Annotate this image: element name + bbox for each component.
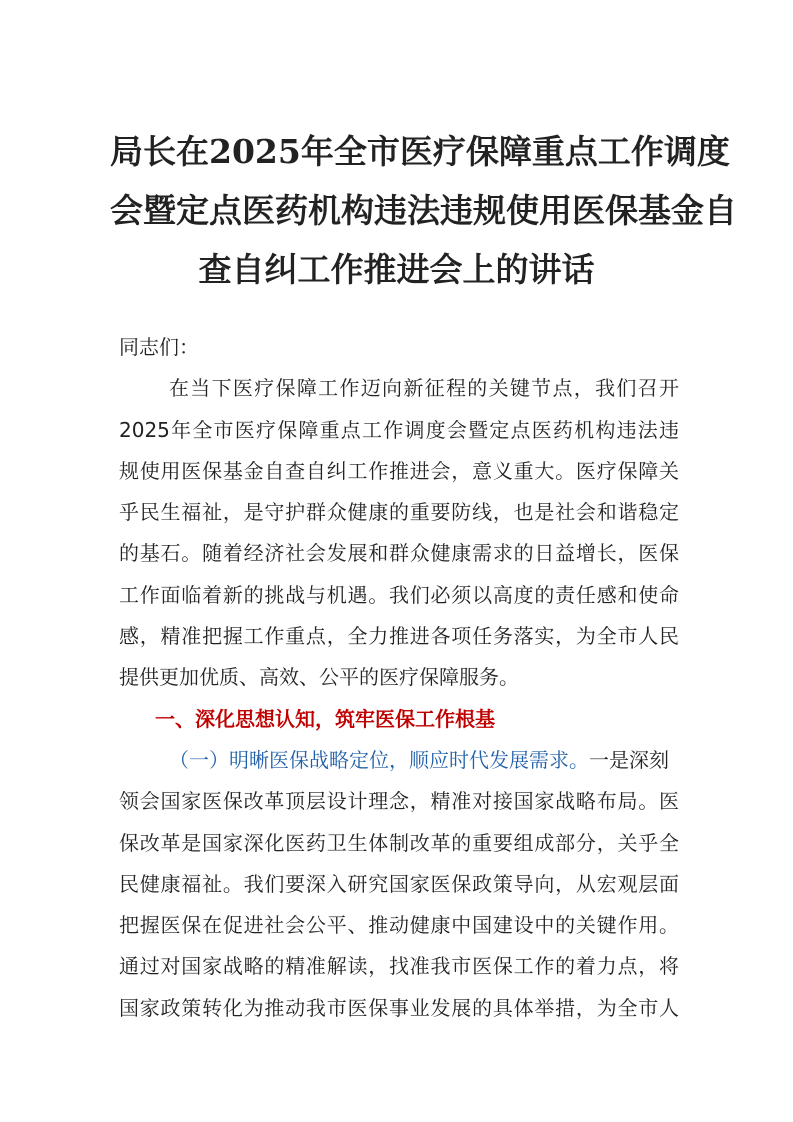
paragraph-line: 国家政策转化为推动我市医保事业发展的具体举措，为全市人 xyxy=(119,995,679,1020)
subsection-first-line xyxy=(119,740,679,781)
paragraph-line: 2025年全市医疗保障重点工作调度会暨定点医药机构违法违 xyxy=(119,417,679,442)
paragraph-line: 的基石。随着经济社会发展和群众健康需求的日益增长，医保 xyxy=(119,541,679,566)
paragraph-line: 领会国家医保改革顶层设计理念，精准对接国家战略布局。医 xyxy=(119,789,679,814)
title-line: 局长在2025年全市医疗保障重点工作调度 xyxy=(110,132,730,171)
paragraph-line: 规使用医保基金自查自纠工作推进会，意义重大。医疗保障关 xyxy=(119,458,679,483)
paragraph-line: 感，精准把握工作重点，全力推进各项任务落实，为全市人民 xyxy=(119,624,679,649)
subsection-text: 一是深刻 xyxy=(589,747,669,772)
section-heading: 一、深化思想认知，筑牢医保工作根基 xyxy=(155,706,495,731)
paragraph-line: 工作面临着新的挑战与机遇。我们必须以高度的责任感和使命 xyxy=(119,582,679,607)
paragraph-line: 提供更加优质、高效、公平的医疗保障服务。 xyxy=(119,665,519,690)
document-body xyxy=(119,327,679,1029)
title-line: 查自纠工作推进会上的讲话 xyxy=(198,250,595,289)
subsection-heading: （一）明晰医保战略定位，顺应时代发展需求。 xyxy=(169,747,589,772)
paragraph-line: 保改革是国家深化医药卫生体制改革的重要组成部分，关乎全 xyxy=(119,830,679,855)
paragraph-line: 在当下医疗保障工作迈向新征程的关键节点，我们召开 xyxy=(169,376,679,401)
paragraph-line: 把握医保在促进社会公平、推动健康中国建设中的关键作用。 xyxy=(119,913,679,938)
paragraph-line: 民健康福祉。我们要深入研究国家医保政策导向，从宏观层面 xyxy=(119,871,679,896)
paragraph-line: 通过对国家战略的精准解读，找准我市医保工作的着力点，将 xyxy=(119,954,679,979)
title-line: 会暨定点医药机构违法违规使用医保基金自 xyxy=(110,191,737,230)
document-title xyxy=(110,122,737,299)
salutation: 同志们： xyxy=(119,335,199,359)
paragraph-line: 乎民生福祉，是守护群众健康的重要防线，也是社会和谐稳定 xyxy=(119,500,679,525)
